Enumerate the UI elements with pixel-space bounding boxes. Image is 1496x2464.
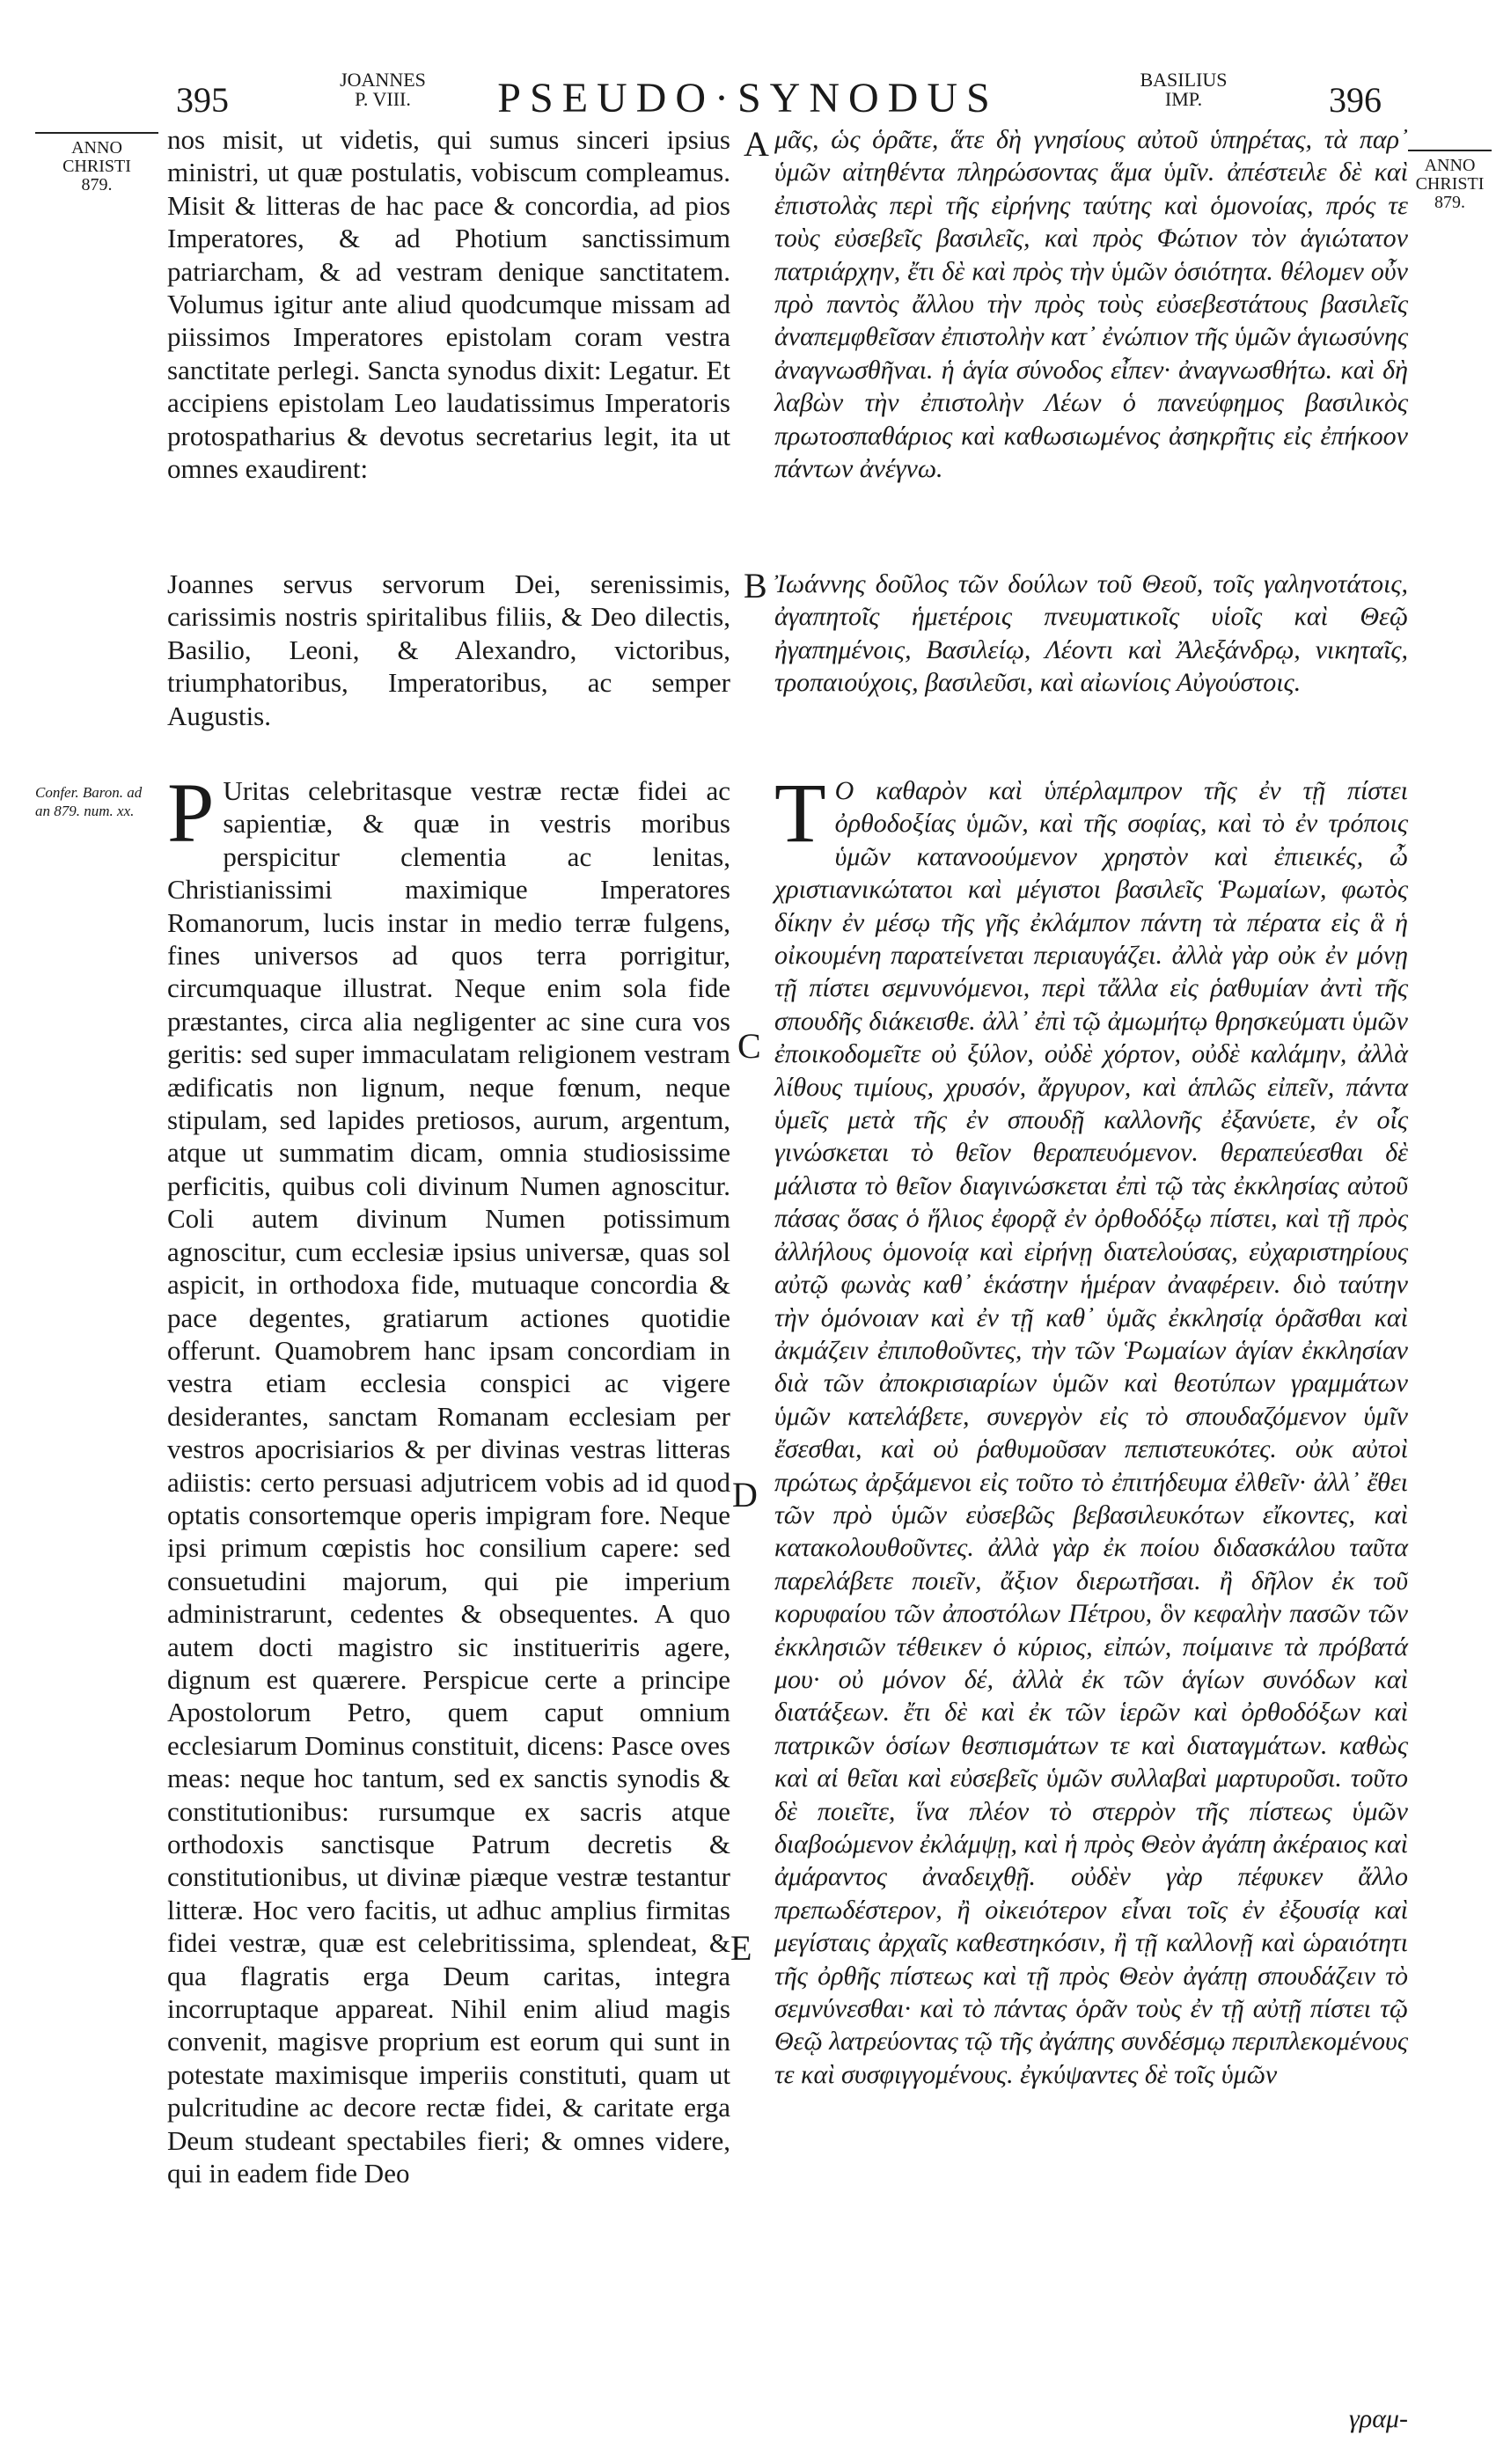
- header-sub-right-line2: IMP.: [1164, 88, 1203, 110]
- latin-paragraph-3-text: Uritas celebritasque vestræ rectæ fidei ac sapientiæ, & quæ in vestris moribus perspicitur clementia ac lenitas, Christianissimi maximique Imperatores Romanorum, lucis instar in medio terræ fulgens, fines universos ad quos terra porrigitur, circumquaque illustrat. Neque enim sola fide præstantes, circa alia negligenter ac sine cura vos geritis: sed super immaculatam religionem vestram ædificatis non lignum, neque fœnum, neque stipulam, sed lapides pretiosos, aurum, argentum, atque ut summatim dicam, omnia studiosissime perficitis, quibus coli divinum Numen agnoscitur. Coli autem divinum Numen potissimum agnoscitur, cum ecclesiæ ipsius universæ, quas sol aspicit, in orthodoxa fide, mutuaque concordia & pace degentes, gratiarum actiones quotidie offerunt. Quamobrem hanc ipsam concordiam in vestra etiam ecclesia conspici ac vigere desiderantes, sanctam Romanam ecclesiam per vestros apocrisiarios & per divinas vestras litteras adiistis: certo persuasi adjutricem vobis ad id quod optatis consortemque operis impigram fore. Neque ipsi primum cœpistis hoc consilium capere: sed consuetudini majorum, qui pie imperium administrarunt, cedentes & obsequentes. A quo autem docti magistro sic instituerітis agere, dignum est quærere. Perspicue certe a principe Apostolorum Petro, quem caput omnium ecclesiarum Dominus constituit, dicens: Pasce oves meas: neque hoc tantum, sed ex sanctis synodis & constitutionibus: rursumque ex sacris atque orthodoxis sanctisque Patrum decretis & constitutionibus, ut divinæ piæque vestræ testantur litteræ. Hoc vero facitis, ut adhuc amplius firmitas fidei vestræ, quæ est celebritissima, splendeat, & qua flagratis erga Deum caritas, integra incorruptaque appareat. Nihil enim aliud magis convenit, magisve proprium est eorum qui sunt in potestate maximisque imperiis constituti, quam ut pulcritudine ac decore rectæ fidei, & caritate erga Deum studeant spectabiles fieri; & omnes videre, qui in eadem fide Deo: [167, 775, 730, 2189]
- section-letter-e: E: [730, 1928, 752, 1968]
- margin-year-left: [35, 132, 158, 194]
- header-sub-right-line1: BASILIUS: [1140, 69, 1228, 91]
- latin-paragraph-2: Joannes servus servorum Dei, serenissimis, carissimis nostris spiritalibus filiis, & Deo dilectis, Basilio, Leoni, & Alexandro, victoribus, triumphatoribus, Imperatoribus, ac semper Augustis.: [167, 568, 730, 731]
- greek-paragraph-1: μᾶς, ὡς ὁρᾶτε, ἅτε δὴ γνησίους αὐτοῦ ὑπηρέτας, τὰ παρ᾽ ὑμῶν αἰτηθέντα πληρώσοντας ἅμα ὑμῖν. ἀπέστειλε δὲ καὶ ἐπιστολὰς περὶ τῆς εἰρήνης ταύτης καὶ ὁμονοίας, πρός τε τοὺς εὐσεβεῖς βασιλεῖς, καὶ πρὸς Φώτιον τὸν ἁγιώτατον πατριάρχην, ἔτι δὲ καὶ πρὸς τὴν ὑμῶν ὁσιότητα. θέλομεν οὖν πρὸ παντὸς ἄλλου τὴν πρὸς τοὺς εὐσεβεστάτους βασιλεῖς ἀναπεμφθεῖσαν ἐπιστολὴν κατ᾽ ἐνώπιον τῆς ὑμῶν ἁγιωσύνης ἀναγνωσθῆναι. ἡ ἁγία σύνοδος εἶπεν· ἀναγνωσθήτω. καὶ δὴ λαβὼν τὴν ἐπιστολὴν Λέων ὁ πανεύφημος βασιλικὸς πρωτοσπαθάριος καὶ καθωσιωμένος ἀσηκρῆτις εἰς ἐπήκοον πάντων ἀνέγνω.: [774, 125, 1408, 484]
- greek-paragraph-3-text: Ο καθαρὸν καὶ ὑπέρλαμπρον τῆς ἐν τῇ πίστει ὀρθοδοξίας ὑμῶν, καὶ τῆς σοφίας, καὶ τὸ ἐν τρόποις ὑμῶν κατανοούμενον χρηστὸν καὶ ἐπιεικές, ὦ χριστιανικώτατοι καὶ μέγιστοι βασιλεῖς Ῥωμαίων, φωτὸς δίκην ἐν μέσῳ τῆς γῆς ἐκλάμπον πάντη τὰ πέρατα εἰς ἃ ἡ οἰκουμένη παρατείνεται περιαυγάζει. ἀλλὰ γὰρ οὐκ ἐν μόνῃ τῇ πίστει σεμνυνόμενοι, περὶ τἄλλα εἰς ῥαθυμίαν ἀντὶ τῆς σπουδῆς διάκεισθε. ἀλλ᾽ ἐπὶ τῷ ἀμωμήτῳ θρησκεύματι ὑμῶν ἐποικοδομεῖτε οὐ ξύλον, οὐδὲ χόρτον, οὐδὲ καλάμην, ἀλλὰ λίθους τιμίους, χρυσόν, ἄργυρον, καὶ ἁπλῶς εἰπεῖν, πάντα ὑμεῖς μετὰ τῆς ἐν σπουδῇ καλλονῆς ἐξανύετε, ἐν οἷς γινώσκεται τὸ θεῖον θεραπευόμενον. θεραπεύεσθαι δὲ μάλιστα τὸ θεῖον διαγινώσκεται ἐπὶ τῷ τὰς ἐκκλησίας αὐτοῦ πάσας ὅσας ὁ ἥλιος ἐφορᾷ ἐν ὀρθοδόξῳ πίστει, καὶ τῇ πρὸς ἀλλήλους ὁμονοίᾳ καὶ εἰρήνῃ διατελούσας, εὐχαριστηρίους αὐτῷ φωνὰς καθ᾽ ἑκάστην ἡμέραν ἀναφέρειν. διὸ ταύτην τὴν ὁμόνοιαν καὶ ἐν τῇ καθ᾽ ὑμᾶς ἐκκλησίᾳ ὁρᾶσθαι καὶ ἀκμάζειν ἐπιποθοῦντες, τὴν τῶν Ῥωμαίων ἁγίαν ἐκκλησίαν διὰ τῶν ἀποκρισιαρίων ὑμῶν καὶ θεοτύπων γραμμάτων ὑμῶν κατελάβετε, συνεργὸν εἰς τὸ σπουδαζόμενον ὑμῖν ἔσεσθαι, καὶ οὐ ῥαθυμοῦσαν πεπιστευκότες. οὐκ αὐτοὶ πρώτως ἀρξάμενοι εἰς τοῦτο τὸ ἐπιτήδευμα ἐλθεῖν· ἀλλ᾽ ἔθει τῶν πρὸ ὑμῶν εὐσεβῶς βεβασιλευκότων εἴκοντες, καὶ κατακολουθοῦντες. ἀλλὰ γὰρ ἐκ ποίου διδασκάλου ταῦτα παρελάβετε ποιεῖν, ἄξιον διερωτῆσαι. ἢ δῆλον ἐκ τοῦ κορυφαίου τῶν ἀποστόλων Πέτρου, ὃν κεφαλὴν πασῶν τῶν ἐκκλησιῶν τέθεικεν ὁ κύριος, εἰπών, ποίμαινε τὰ πρόβατά μου· οὐ μόνον δέ, ἀλλὰ ἐκ τῶν ἁγίων συνόδων καὶ διατάξεων. ἔτι δὲ καὶ ἐκ τῶν ἱερῶν καὶ ὀρθοδόξων καὶ πατρικῶν ὁσίων θεσπισμάτων τε καὶ διαταγμάτων. καθὼς καὶ αἱ θεῖαι καὶ εὐσεβεῖς ὑμῶν συλλαβαὶ μαρτυροῦσι. τοῦτο δὲ ποιεῖτε, ἵνα πλέον τὸ στερρὸν τῆς πίστεως ὑμῶν διαβοώμενον ἐκλάμψῃ, καὶ ἡ πρὸς Θεὸν ἀγάπη ἀκέραιος καὶ ἀμάραντος ἀναδειχθῇ. οὐδὲν γὰρ πέφυκεν ἄλλο πρεπωδέστερον, ἢ οἰκειότερον εἶναι τοῖς ἐν ἐξουσίᾳ καὶ μεγίσταις ἀρχαῖς καθεστηκόσιν, ἢ τῇ καλλονῇ καὶ ὡραιότητι τῆς ὀρθῆς πίστεως καὶ τῇ πρὸς Θεὸν ἀγάπῃ σπουδάζειν τὸ σεμνύνεσθαι· καὶ τὸ πάντας ὁρᾶν τοὺς ἐν τῇ αὐτῇ πίστει τῷ Θεῷ λατρεύοντας τῷ τῆς ἀγάπης συνδέσμῳ περιπλεκομένους τε καὶ συσφιγγομένους. ἐγκύψαντες δὲ τοῖς ὑμῶν: [774, 776, 1408, 2089]
- margin-citation: Confer. Baron. ad an 879. num. xx.: [35, 784, 143, 819]
- header-sub-right: [1122, 70, 1245, 109]
- margin-year-right-line3: 879.: [1434, 193, 1465, 212]
- section-letter-b: B: [744, 566, 767, 605]
- latin-paragraph-1: nos misit, ut videtis, qui sumus sinceri ipsius ministri, ut quæ postulatis, vobiscum compleamus. Misit & litteras de hac pace & concordia, ad pios Imperatores, & ad Photium sanctissimum patriarcham, & ad vestram denique sanctitatem. Volumus igitur ante aliud quodcumque missam ad piissimos Imperatores epistolam coram vestra sanctitate perlegi. Sancta synodus dixit: Legatur. Et accipiens epistolam Leo laudatissimus Imperatoris protospatharius & devotus secretarius legit, ita ut omnes exaudirent:: [167, 124, 730, 485]
- greek-block-3: [774, 766, 1408, 2385]
- page-number-left: 395: [176, 80, 229, 120]
- margin-year-left-line1: ANNO: [71, 138, 122, 158]
- latin-block-2: [167, 568, 730, 761]
- margin-rule-left: [35, 132, 158, 134]
- margin-year-left-line2: CHRISTI: [62, 157, 131, 176]
- greek-paragraph-3: [774, 766, 1408, 2091]
- margin-year-right-line2: CHRISTI: [1415, 174, 1485, 194]
- page-number-right: 396: [1329, 80, 1382, 120]
- latin-block-1: [167, 123, 730, 502]
- greek-drop-cap: Τ: [774, 766, 826, 860]
- margin-rule-right: [1408, 150, 1492, 151]
- greek-catchword: γραμ-: [1348, 2404, 1408, 2433]
- latin-drop-cap: P: [167, 766, 215, 860]
- header-sub-left-line2: P. VIII.: [355, 88, 411, 110]
- latin-paragraph-3: [167, 766, 730, 2189]
- header-sub-left-line1: JOANNES: [340, 69, 426, 91]
- section-letter-c: C: [737, 1026, 761, 1066]
- margin-year-right: [1408, 150, 1492, 212]
- margin-year-left-line3: 879.: [81, 175, 113, 194]
- greek-block-2: [774, 568, 1408, 744]
- section-letter-d: D: [732, 1475, 758, 1514]
- margin-year-right-line1: ANNO: [1424, 156, 1476, 175]
- latin-block-3: [167, 766, 730, 2385]
- greek-block-1: [774, 123, 1408, 537]
- running-title: PSEUDO·SYNODUS: [497, 75, 999, 121]
- greek-paragraph-2: Ἰωάννης δοῦλος τῶν δούλων τοῦ Θεοῦ, τοῖς γαληνοτάτοις, ἀγαπητοῖς ἡμετέροις πνευματικοῖς υἱοῖς καὶ Θεῷ ἠγαπημένοις, Βασιλείῳ, Λέοντι καὶ Ἀλεξάνδρῳ, νικηταῖς, τροπαιούχοις, βασιλεῦσι, καὶ αἰωνίοις Αὐγούστοις.: [774, 569, 1408, 698]
- running-header: [0, 62, 1496, 132]
- section-letter-a: A: [744, 124, 769, 164]
